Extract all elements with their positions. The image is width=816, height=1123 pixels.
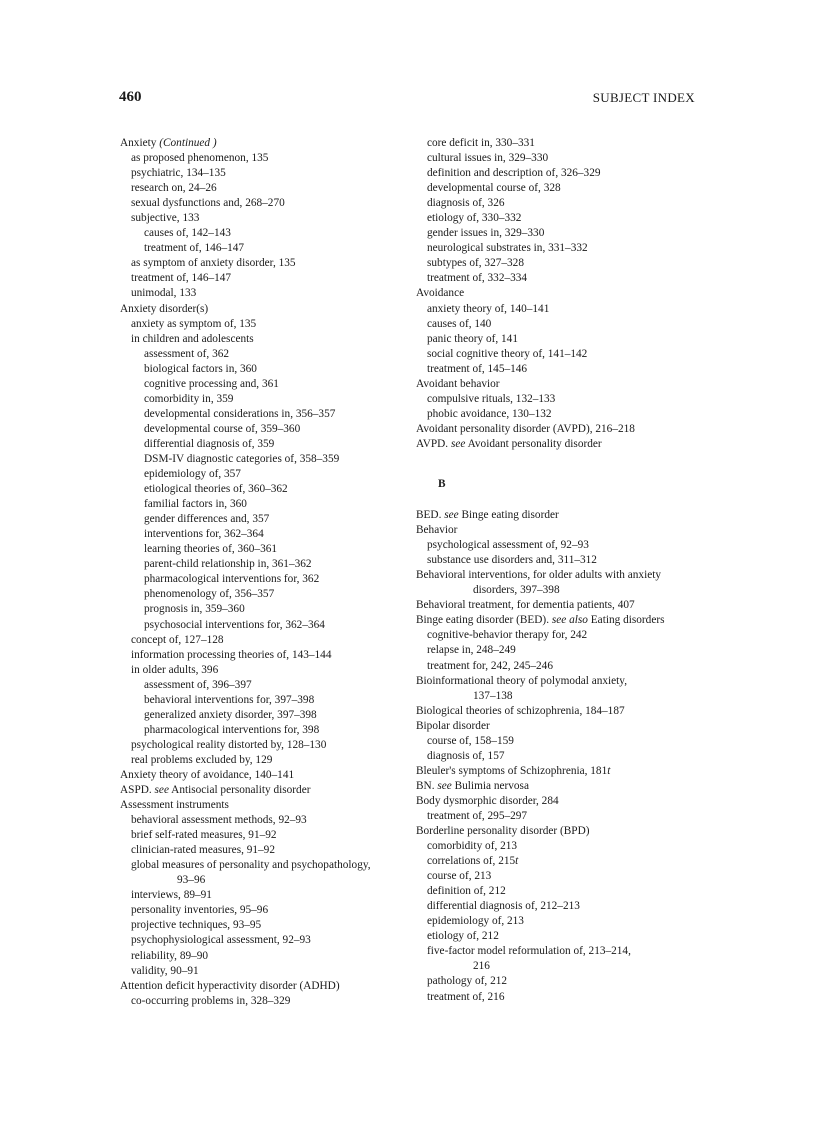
index-subentry <box>120 332 410 347</box>
index-entry-text: psychophysiological assessment, 92–93 <box>131 934 311 947</box>
index-subentry <box>416 538 706 553</box>
index-entry-text: biological factors in, 360 <box>144 362 257 375</box>
index-entry-text: AVPD. <box>416 437 451 450</box>
index-entry-text: cognitive processing and, 361 <box>144 377 279 390</box>
index-entry-text: Anxiety theory of avoidance, 140–141 <box>120 768 295 781</box>
index-entry-text: Avoidant behavior <box>416 377 500 390</box>
index-entry-text: prognosis in, 359–360 <box>144 603 245 616</box>
index-entry-text: assessment of, 396–397 <box>144 678 252 691</box>
index-entry-text: definition of, 212 <box>427 885 506 898</box>
index-subentry <box>416 256 706 271</box>
index-entry-text: Anxiety disorder(s) <box>120 302 209 315</box>
index-main-entry <box>416 286 706 301</box>
index-subentry <box>120 708 410 723</box>
index-entry-text: anxiety theory of, 140–141 <box>427 302 550 315</box>
index-subentry <box>416 151 706 166</box>
index-main-entry <box>416 794 706 809</box>
index-subentry <box>416 944 706 959</box>
index-main-entry <box>416 508 706 523</box>
index-subentry <box>120 888 410 903</box>
index-entry-text: differential diagnosis of, 212–213 <box>427 900 580 913</box>
index-entry-italic-text: see <box>450 437 466 450</box>
index-subentry <box>120 602 410 617</box>
index-entry-italic-text: (Continued ) <box>159 137 217 149</box>
index-subentry <box>416 241 706 256</box>
index-entry-text: Attention deficit hyperactivity disorder (ADHD) <box>120 979 340 992</box>
index-main-entry <box>416 613 706 628</box>
index-entry-continuation <box>416 583 706 598</box>
index-entry-text: epidemiology of, 357 <box>144 468 241 481</box>
index-entry-text: developmental course of, 359–360 <box>144 422 301 435</box>
index-subentry <box>120 903 410 918</box>
index-subentry <box>120 347 410 362</box>
index-subentry <box>120 241 410 256</box>
index-entry-text: comorbidity of, 213 <box>427 840 518 853</box>
index-entry-text: BN. <box>416 779 438 792</box>
index-column-right <box>416 136 706 1005</box>
index-entry-text: Antisocial personality disorder <box>168 784 311 797</box>
index-subentry <box>416 914 706 929</box>
index-subentry <box>416 809 706 824</box>
index-entry-text: relapse in, 248–249 <box>427 644 516 657</box>
index-entry-text: developmental course of, 328 <box>427 182 561 195</box>
index-subentry <box>120 512 410 527</box>
running-head: SUBJECT INDEX <box>592 90 695 105</box>
index-group-a <box>416 136 706 452</box>
index-entry-text: phenomenology of, 356–357 <box>144 588 275 601</box>
index-entry-text: treatment of, 146–147 <box>144 242 245 255</box>
index-subentry <box>120 542 410 557</box>
index-entry-text: Bipolar disorder <box>416 719 490 732</box>
index-main-entry <box>416 598 706 613</box>
index-main-entry <box>416 704 706 719</box>
index-main-entry <box>416 437 706 452</box>
index-main-entry <box>416 674 706 689</box>
index-entry-text: correlations of, 215 <box>427 855 516 868</box>
index-entry-text: Bulimia nervosa <box>451 779 529 792</box>
index-main-entry <box>416 377 706 392</box>
index-entry-text: Avoidance <box>416 287 465 300</box>
index-entry-text: psychological assessment of, 92–93 <box>427 539 589 552</box>
index-entry-text: pharmacological interventions for, 398 <box>144 723 320 736</box>
index-subentry <box>416 990 706 1005</box>
index-entry-text: Avoidant personality disorder (AVPD), 216–218 <box>416 422 635 435</box>
index-subentry <box>120 949 410 964</box>
index-entry-text: psychological reality distorted by, 128–130 <box>131 738 327 751</box>
index-subentry <box>120 527 410 542</box>
section-letter: B <box>438 477 446 490</box>
index-entry-text: epidemiology of, 213 <box>427 915 524 928</box>
index-subentry <box>120 467 410 482</box>
index-main-entry <box>120 783 410 798</box>
index-subentry <box>120 166 410 181</box>
index-subentry <box>416 854 706 869</box>
index-subentry <box>120 738 410 753</box>
index-entry-text: learning theories of, 360–361 <box>144 543 278 556</box>
index-entry-text: global measures of personality and psychopathology, <box>131 859 371 872</box>
index-entry-text: Borderline personality disorder (BPD) <box>416 825 590 838</box>
index-entry-text: as proposed phenomenon, 135 <box>131 152 269 165</box>
index-entry-italic-text: see <box>444 509 459 522</box>
index-entry-text: 216 <box>473 960 490 973</box>
index-entry-text: sexual dysfunctions and, 268–270 <box>131 197 285 210</box>
index-entry-text: developmental considerations in, 356–357 <box>144 407 336 420</box>
index-entry-text: information processing theories of, 143–144 <box>131 648 332 661</box>
index-subentry <box>120 151 410 166</box>
index-entry-text: BED. <box>416 509 445 522</box>
index-entry-text: Behavior <box>416 524 458 537</box>
index-entry-text: causes of, 140 <box>427 317 492 330</box>
index-entry-text: subjective, 133 <box>131 212 200 225</box>
index-entry-text: Binge eating disorder <box>458 509 559 522</box>
index-subentry <box>416 884 706 899</box>
index-entry-text: compulsive rituals, 132–133 <box>427 392 556 405</box>
index-subentry <box>120 211 410 226</box>
index-entry-text: diagnosis of, 157 <box>427 749 505 762</box>
index-subentry <box>120 633 410 648</box>
index-subentry <box>416 362 706 377</box>
index-column-left <box>120 136 410 1009</box>
index-entry-text: treatment of, 332–334 <box>427 272 528 285</box>
index-subentry <box>120 753 410 768</box>
index-subentry <box>416 407 706 422</box>
index-entry-text: social cognitive theory of, 141–142 <box>427 347 588 360</box>
index-subentry <box>120 828 410 843</box>
index-group-b <box>416 508 706 1005</box>
index-subentry <box>120 572 410 587</box>
index-entry-continuation <box>120 873 410 888</box>
index-subentry <box>416 734 706 749</box>
index-entry-text: projective techniques, 93–95 <box>131 919 262 932</box>
index-subentry <box>120 618 410 633</box>
index-entry-text: treatment of, 145–146 <box>427 362 528 375</box>
index-entry-text: disorders, 397–398 <box>473 584 560 597</box>
index-main-entry <box>416 764 706 779</box>
index-entry-text: as symptom of anxiety disorder, 135 <box>131 257 296 270</box>
index-subentry <box>416 347 706 362</box>
index-entry-text: Behavioral treatment, for dementia patients, 407 <box>416 599 635 612</box>
index-main-entry <box>120 798 410 813</box>
index-main-entry <box>416 824 706 839</box>
index-entry-text: concept of, 127–128 <box>131 633 224 646</box>
index-subentry <box>120 994 410 1009</box>
index-entry-italic-text: t <box>607 764 611 777</box>
index-subentry <box>416 974 706 989</box>
index-entry-text: treatment of, 295–297 <box>427 809 528 822</box>
index-main-entry <box>120 768 410 783</box>
index-entry-text: gender differences and, 357 <box>144 513 270 526</box>
index-entry-text: phobic avoidance, 130–132 <box>427 407 552 420</box>
index-main-entry <box>120 136 410 151</box>
index-subentry <box>416 211 706 226</box>
index-entry-italic-text: t <box>515 855 519 868</box>
index-subentry <box>416 899 706 914</box>
index-entry-text: research on, 24–26 <box>131 182 217 195</box>
index-entry-text: 137–138 <box>473 689 513 702</box>
index-entry-text: neurological substrates in, 331–332 <box>427 242 588 255</box>
index-entry-text: course of, 158–159 <box>427 734 514 747</box>
index-entry-text: in children and adolescents <box>131 332 254 345</box>
index-subentry <box>120 196 410 211</box>
index-entry-text: clinician-rated measures, 91–92 <box>131 844 275 857</box>
index-entry-text: assessment of, 362 <box>144 347 230 360</box>
index-subentry <box>120 964 410 979</box>
index-entry-text: ASPD. <box>120 784 155 797</box>
index-entry-text: treatment of, 216 <box>427 990 505 1003</box>
index-subentry <box>120 256 410 271</box>
index-main-entry <box>416 523 706 538</box>
index-entry-text: five-factor model reformulation of, 213–214, <box>427 945 631 958</box>
index-main-entry <box>120 302 410 317</box>
index-entry-text: Bioinformational theory of polymodal anxiety, <box>416 674 628 687</box>
index-subentry <box>120 437 410 452</box>
index-subentry <box>416 196 706 211</box>
index-subentry <box>120 933 410 948</box>
index-entry-text: diagnosis of, 326 <box>427 197 505 210</box>
index-entry-italic-text: see <box>154 784 169 797</box>
index-entry-text: etiology of, 212 <box>427 930 499 943</box>
index-entry-text: behavioral interventions for, 397–398 <box>144 693 315 706</box>
index-entry-text: differential diagnosis of, 359 <box>144 437 275 450</box>
index-subentry <box>120 452 410 467</box>
index-subentry <box>416 392 706 407</box>
index-subentry <box>120 377 410 392</box>
index-entry-text: definition and description of, 326–329 <box>427 167 601 180</box>
index-subentry <box>120 678 410 693</box>
index-subentry <box>120 663 410 678</box>
index-entry-text: familial factors in, 360 <box>144 498 247 511</box>
index-subentry <box>120 226 410 241</box>
index-subentry <box>416 302 706 317</box>
index-subentry <box>416 628 706 643</box>
index-entry-text: cognitive-behavior therapy for, 242 <box>427 629 588 642</box>
index-subentry <box>120 648 410 663</box>
page-number: 460 <box>119 89 142 105</box>
index-main-entry <box>120 979 410 994</box>
index-subentry <box>416 332 706 347</box>
index-subentry <box>120 843 410 858</box>
index-subentry <box>120 557 410 572</box>
index-entry-text: causes of, 142–143 <box>144 227 231 240</box>
index-entry-text: parent-child relationship in, 361–362 <box>144 558 312 571</box>
index-entry-text: 93–96 <box>177 874 206 887</box>
index-entry-text: Avoidant personality disorder <box>465 437 602 450</box>
index-subentry <box>120 858 410 873</box>
index-subentry <box>120 918 410 933</box>
index-subentry <box>120 422 410 437</box>
index-entry-text: unimodal, 133 <box>131 287 197 300</box>
index-entry-italic-text: see also <box>551 614 588 627</box>
index-subentry <box>120 407 410 422</box>
index-entry-text: course of, 213 <box>427 870 492 883</box>
index-entry-text: psychiatric, 134–135 <box>131 167 226 180</box>
index-subentry <box>416 271 706 286</box>
index-main-entry <box>416 568 706 583</box>
index-subentry <box>120 271 410 286</box>
index-main-entry <box>416 779 706 794</box>
index-entry-text: in older adults, 396 <box>131 663 219 676</box>
index-entry-text: co-occurring problems in, 328–329 <box>131 994 291 1007</box>
index-subentry <box>416 136 706 151</box>
index-entry-text: generalized anxiety disorder, 397–398 <box>144 708 317 721</box>
index-subentry <box>416 317 706 332</box>
index-subentry <box>416 869 706 884</box>
index-subentry <box>120 723 410 738</box>
index-subentry <box>120 362 410 377</box>
index-entry-text: interviews, 89–91 <box>131 889 212 902</box>
index-entry-text: panic theory of, 141 <box>427 332 518 345</box>
index-entry-text: etiology of, 330–332 <box>427 212 522 225</box>
index-entry-text: brief self-rated measures, 91–92 <box>131 829 277 842</box>
index-entry-text: personality inventories, 95–96 <box>131 904 269 917</box>
index-subentry <box>416 839 706 854</box>
index-entry-text: cultural issues in, 329–330 <box>427 152 549 165</box>
index-entry-text: Body dysmorphic disorder, 284 <box>416 794 559 807</box>
index-entry-text: interventions for, 362–364 <box>144 528 264 541</box>
index-entry-text: subtypes of, 327–328 <box>427 257 524 270</box>
index-subentry <box>416 643 706 658</box>
index-main-entry <box>416 422 706 437</box>
index-entry-text: Eating disorders <box>587 614 665 627</box>
index-entry-text: substance use disorders and, 311–312 <box>427 554 597 567</box>
index-entry-text: treatment for, 242, 245–246 <box>427 659 553 672</box>
index-entry-text: validity, 90–91 <box>131 964 199 977</box>
index-entry-text: Biological theories of schizophrenia, 184–187 <box>416 704 625 717</box>
index-entry-text: pathology of, 212 <box>427 975 508 988</box>
index-entry-italic-text: see <box>437 779 452 792</box>
index-entry-text: behavioral assessment methods, 92–93 <box>131 814 307 827</box>
index-subentry <box>120 587 410 602</box>
index-entry-text: Assessment instruments <box>120 799 229 812</box>
index-subentry <box>120 497 410 512</box>
index-subentry <box>416 749 706 764</box>
index-entry-text: Behavioral interventions, for older adults with anxiety <box>416 569 662 582</box>
index-entry-text: Binge eating disorder (BED). <box>416 614 552 627</box>
index-subentry <box>416 166 706 181</box>
index-entry-text: real problems excluded by, 129 <box>131 753 273 766</box>
index-entry-continuation <box>416 689 706 704</box>
index-main-entry <box>416 719 706 734</box>
index-entry-text: etiological theories of, 360–362 <box>144 483 288 496</box>
index-subentry <box>120 181 410 196</box>
index-entry-text: Anxiety <box>120 137 160 149</box>
index-entry-text: DSM-IV diagnostic categories of, 358–359 <box>144 452 340 465</box>
index-entry-text: Bleuler's symptoms of Schizophrenia, 181 <box>416 764 608 777</box>
index-entry-text: comorbidity in, 359 <box>144 392 234 405</box>
index-subentry <box>416 181 706 196</box>
index-entry-text: reliability, 89–90 <box>131 949 209 962</box>
index-entry-text: treatment of, 146–147 <box>131 272 232 285</box>
index-subentry <box>416 659 706 674</box>
index-subentry <box>416 226 706 241</box>
index-entry-continuation <box>416 959 706 974</box>
index-entry-text: core deficit in, 330–331 <box>427 137 535 149</box>
index-entry-text: gender issues in, 329–330 <box>427 227 545 240</box>
index-subentry <box>120 482 410 497</box>
index-subentry <box>120 286 410 301</box>
index-entry-text: anxiety as symptom of, 135 <box>131 317 257 330</box>
index-subentry <box>120 392 410 407</box>
index-subentry <box>416 553 706 568</box>
index-subentry <box>416 929 706 944</box>
index-entry-text: psychosocial interventions for, 362–364 <box>144 618 325 631</box>
index-subentry <box>120 813 410 828</box>
index-subentry <box>120 693 410 708</box>
index-entry-text: pharmacological interventions for, 362 <box>144 573 320 586</box>
index-subentry <box>120 317 410 332</box>
